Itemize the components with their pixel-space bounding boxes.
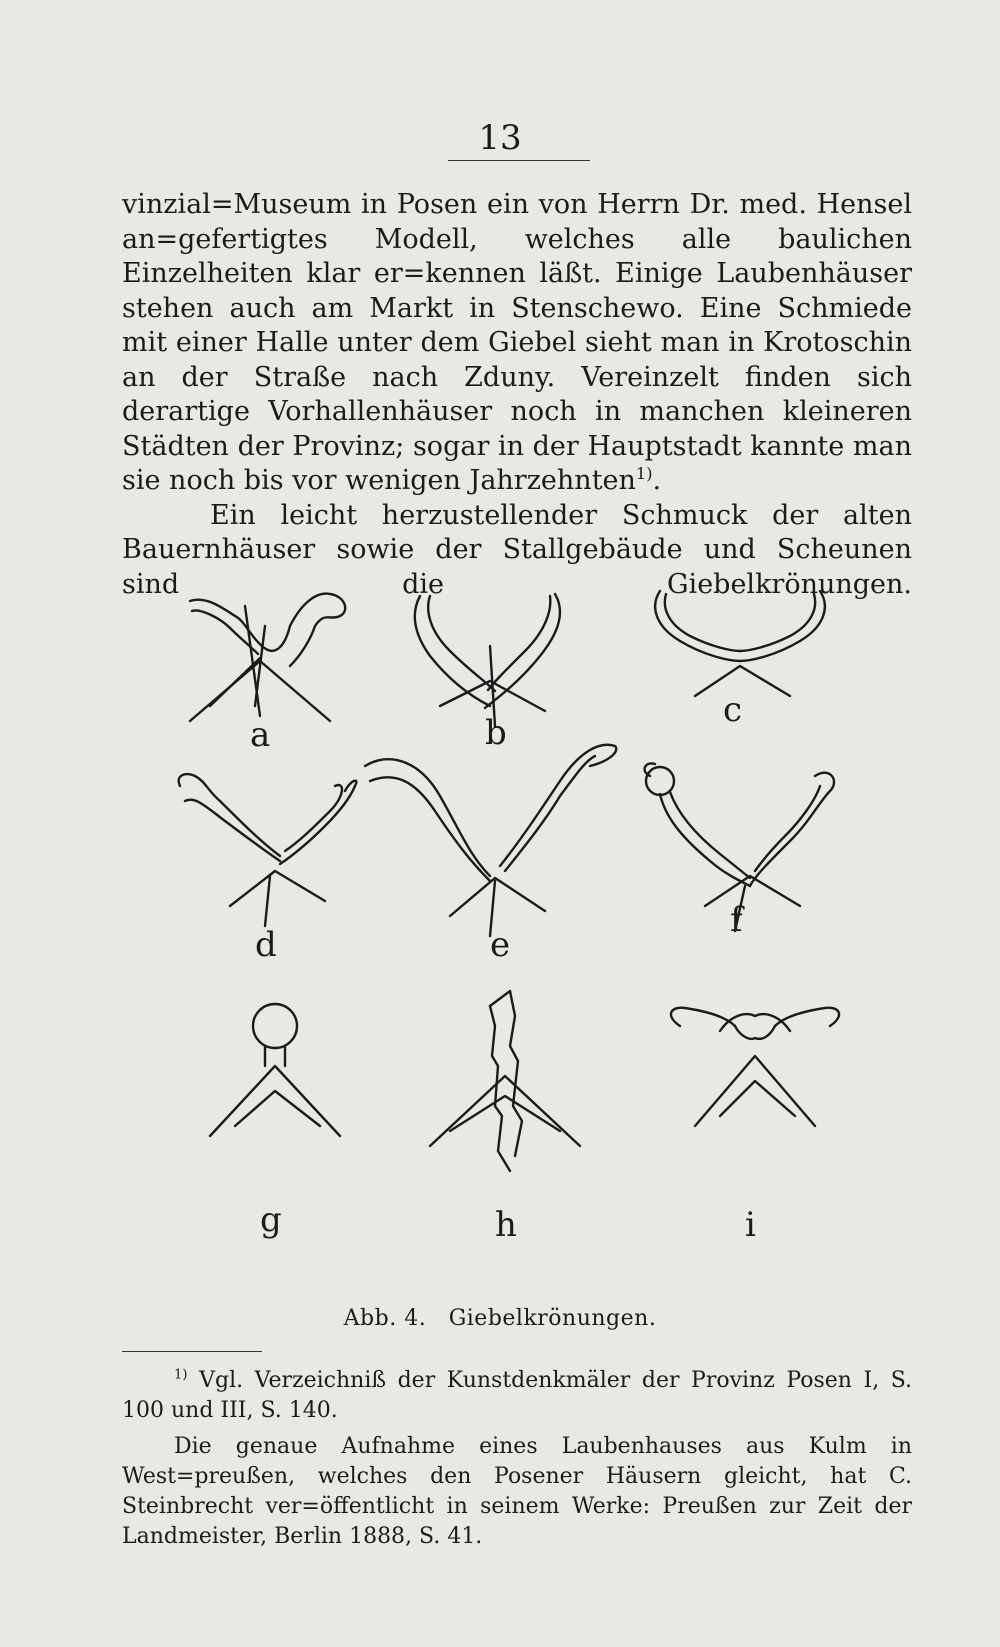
gable-crown-i	[671, 1008, 839, 1245]
paragraph-1	[122, 188, 912, 499]
footnote-marker: 1)	[174, 1367, 188, 1383]
footnote-reference: 1)	[635, 464, 653, 483]
caption-label: Abb. 4.	[343, 1306, 427, 1331]
figure-label-f: f	[730, 900, 743, 940]
gable-crown-h	[430, 991, 580, 1245]
figure-label-a: a	[250, 715, 271, 755]
figure-gable-crowns	[150, 586, 890, 1246]
footnote-1	[122, 1366, 912, 1426]
figure-label-i: i	[745, 1205, 756, 1245]
footnotes	[122, 1366, 912, 1552]
figure-label-c: c	[723, 690, 743, 730]
figure-caption	[0, 1306, 1000, 1331]
page-number: 13	[478, 118, 522, 158]
footnote-rule	[122, 1351, 262, 1352]
body-text	[122, 188, 912, 602]
figure-label-g: g	[260, 1200, 282, 1240]
paragraph-2: Ein leicht herzustellender Schmuck der alten Bauernhäuser sowie der Stallgebäude und Scheunen sind die Giebelkrönungen.	[122, 499, 912, 600]
gable-crown-g	[210, 1004, 340, 1240]
paragraph-1-text: vinzial=Museum in Posen ein von Herrn Dr. med. Hensel an=gefertigtes Modell, welches alle baulichen Einzelheiten klar er=kennen läßt. Einige Laubenhäuser stehen auch am Markt in Stenschewo. Eine Schmiede mit einer Halle unter dem Giebel sieht man in Krotoschin an der Straße nach Zduny. Vereinzelt finden sich derartige Vorhallenhäuser noch in manchen kleineren Städten der Provinz; sogar in der Hauptstadt kannte man sie noch bis vor wenigen Jahrzehnten	[122, 189, 912, 496]
figure-label-d: d	[255, 925, 277, 965]
gable-crowns-illustration	[150, 586, 890, 1246]
figure-label-h: h	[495, 1205, 517, 1245]
caption-title: Giebelkrönungen.	[448, 1306, 657, 1331]
footnote-1-text: Vgl. Verzeichniß der Kunstdenkmäler der Provinz Posen I, S. 100 und III, S. 140.	[122, 1368, 912, 1423]
gable-crown-e	[365, 745, 616, 965]
gable-crown-a	[190, 594, 345, 755]
header-rule	[448, 160, 590, 161]
figure-label-e: e	[490, 925, 511, 965]
gable-crown-d	[179, 774, 357, 965]
footnote-1-continuation: Die genaue Aufnahme eines Laubenhauses aus Kulm in West=preußen, welches den Posener Häusern gleicht, hat C. Steinbrecht ver=öffentlicht in seinem Werke: Preußen zur Zeit der Landmeister, Berlin 1888, S. 41.	[122, 1434, 912, 1549]
paragraph-1-end: .	[652, 465, 662, 496]
gable-crown-c	[655, 591, 825, 730]
gable-crown-b	[415, 594, 560, 753]
figure-label-b: b	[485, 713, 507, 753]
gable-crown-f	[645, 763, 834, 940]
